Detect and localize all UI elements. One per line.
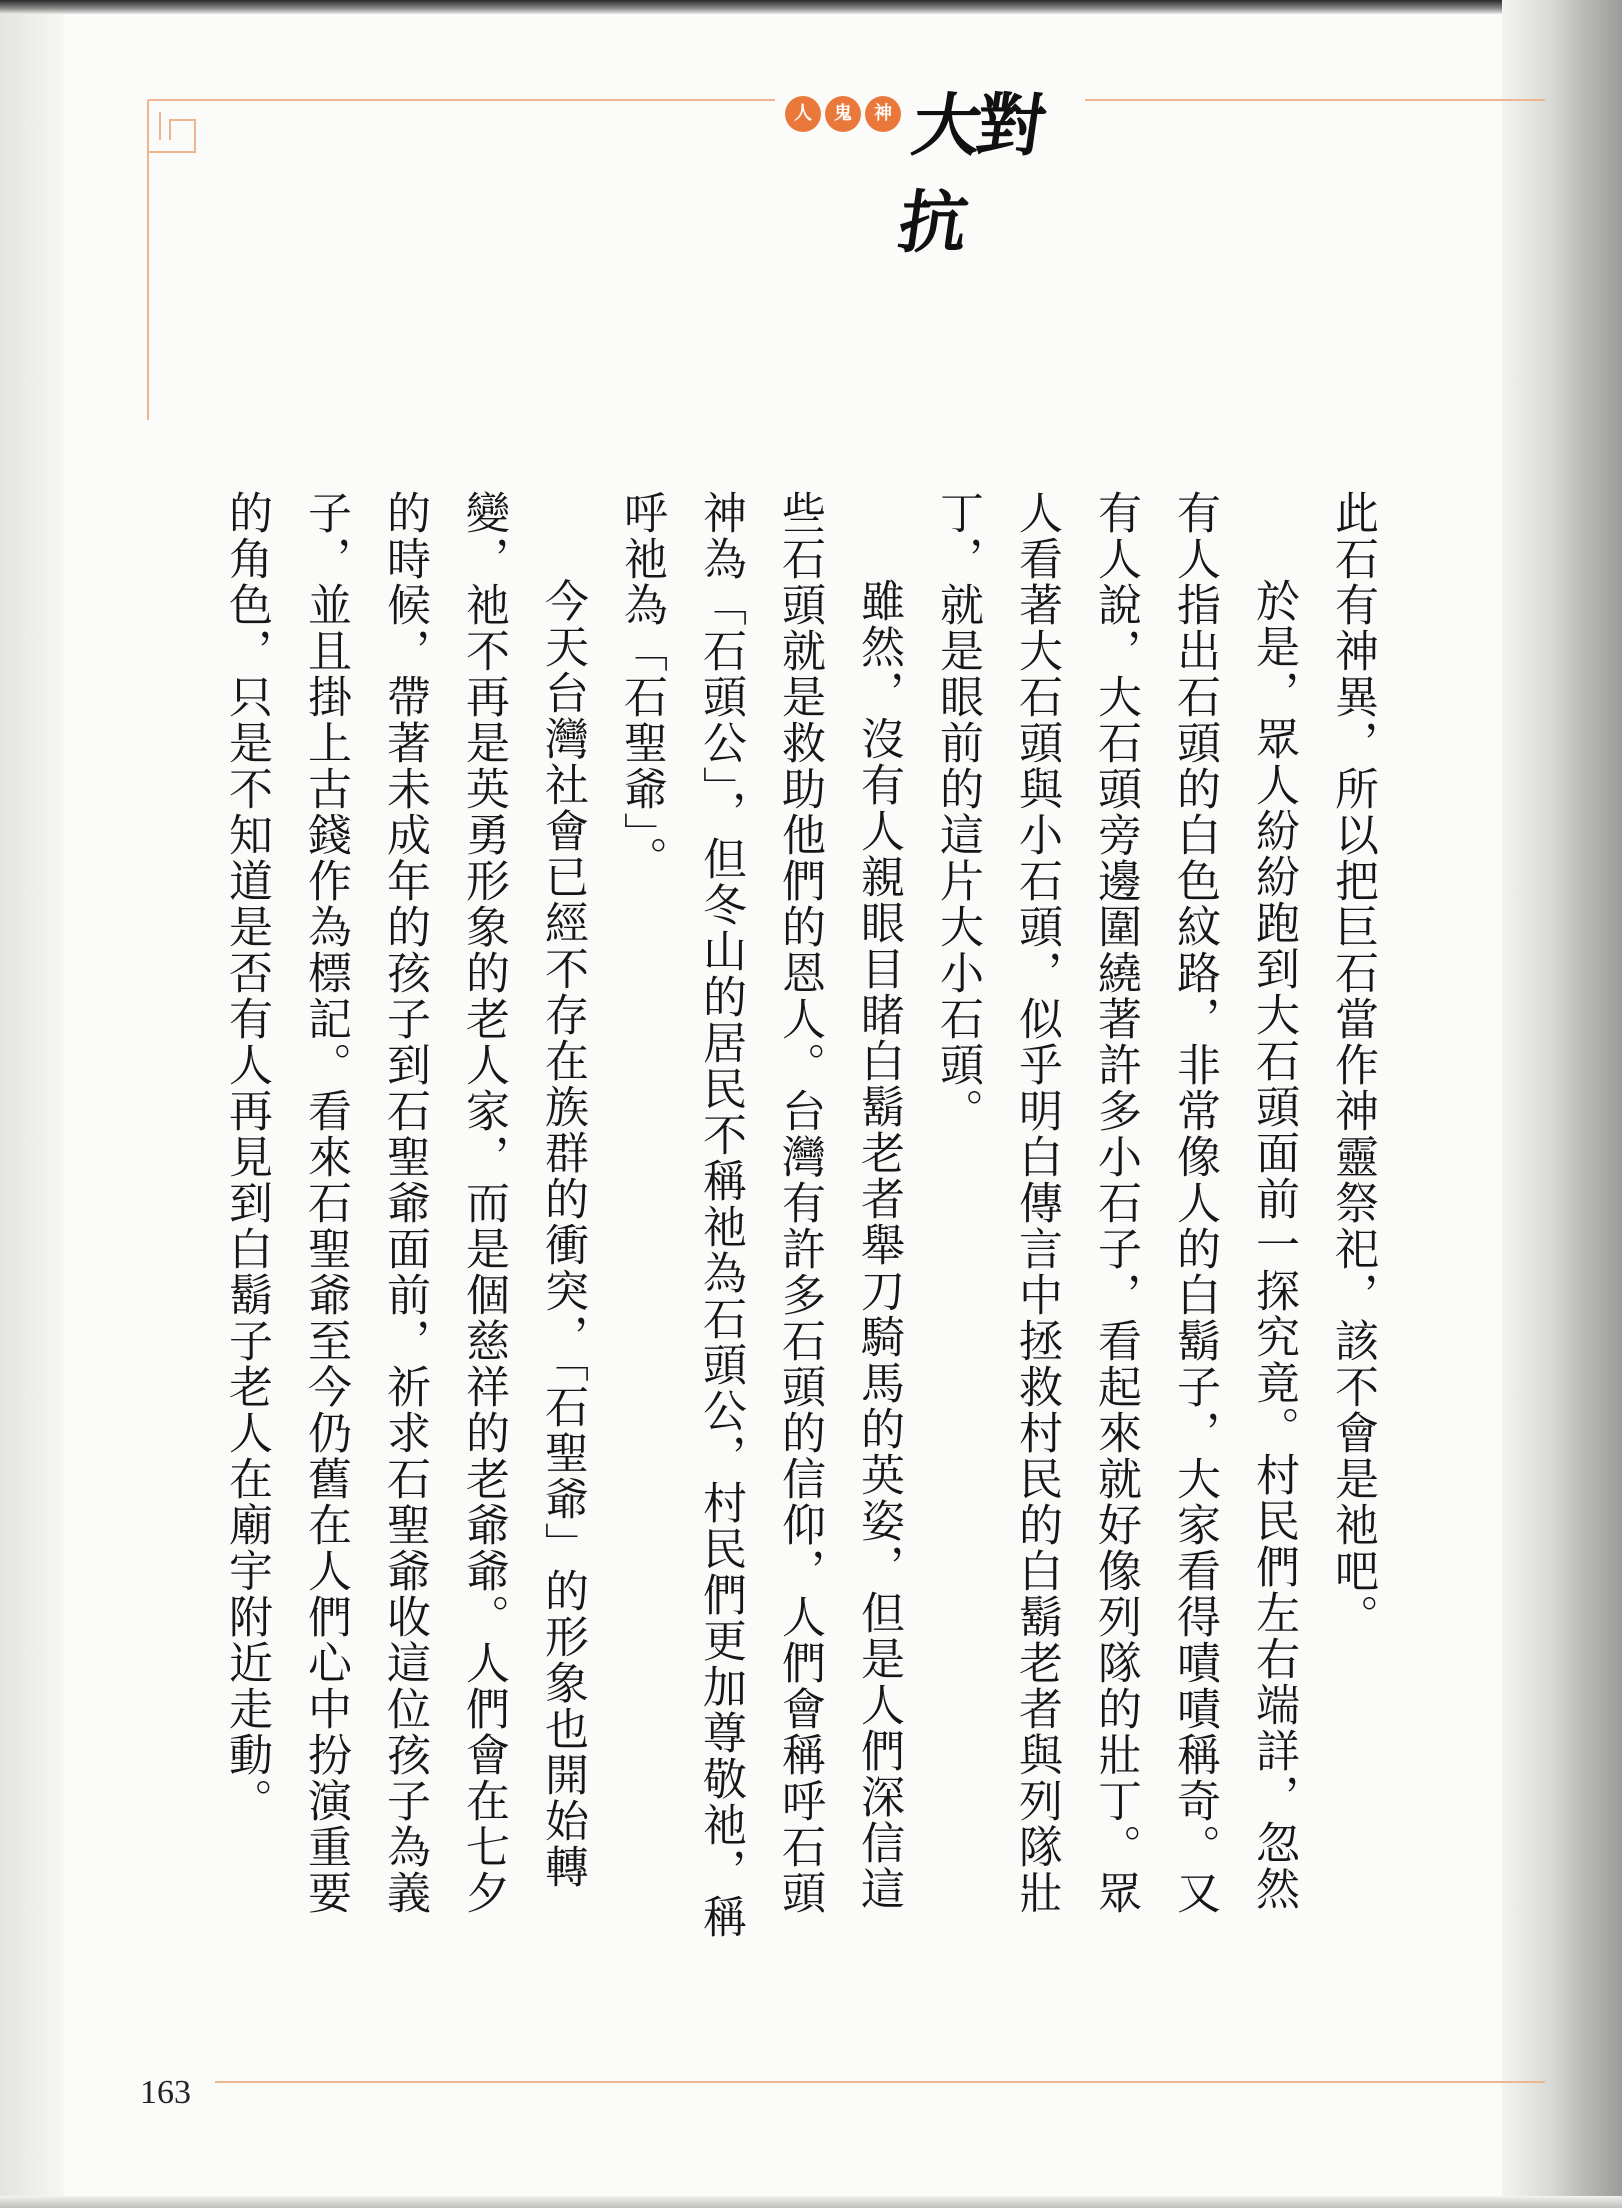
- paragraph-4: 今天台灣社會已經不存在族群的衝突，「石聖爺」的形象也開始轉變，祂不再是英勇形象的老人家，而是個慈祥的老爺爺。人們會在七夕的時候，帶著未成年的孩子到石聖爺面前，祈求石聖爺收這位孩子為義子，並且掛上古錢作為標記。看來石聖爺至今仍舊在人們心中扮演重要的角色，只是不知道是否有人再見到白鬍子老人在廟宇附近走動。: [221, 490, 588, 1916]
- logo-circle-human: 人: [785, 96, 821, 132]
- logo-circle-god: 神: [865, 96, 901, 132]
- book-series-logo: [785, 68, 1075, 263]
- logo-circles: [785, 96, 901, 132]
- paragraph-1: 此石有神異，所以把巨石當作神靈祭祀，該不會是祂吧。: [1327, 490, 1378, 1640]
- logo-title: 大對抗: [893, 87, 1047, 263]
- body-text: [207, 490, 1392, 1940]
- page-number: 163: [140, 2074, 191, 2111]
- paragraph-3: 雖然，沒有人親眼目睹白鬍老者舉刀騎馬的英姿，但是人們深信這些石頭就是救助他們的恩人。台灣有許多石頭的信仰，人們會稱呼石頭神為「石頭公」，但冬山的居民不稱祂為石頭公，村民們更加尊敬祂，稱呼祂為「石聖爺」。: [616, 490, 904, 1940]
- logo-circle-ghost: 鬼: [825, 96, 861, 132]
- paragraph-2: 於是，眾人紛紛跑到大石頭面前一探究竟。村民們左右端詳，忽然有人指出石頭的白色紋路，非常像人的白鬍子，大家看得嘖嘖稱奇。又有人說，大石頭旁邊圍繞著許多小石子，看起來就好像列隊的壯丁。眾人看著大石頭與小石頭，似乎明白傳言中拯救村民的白鬍老者與列隊壯丁，就是眼前的這片大小石頭。: [932, 490, 1299, 1916]
